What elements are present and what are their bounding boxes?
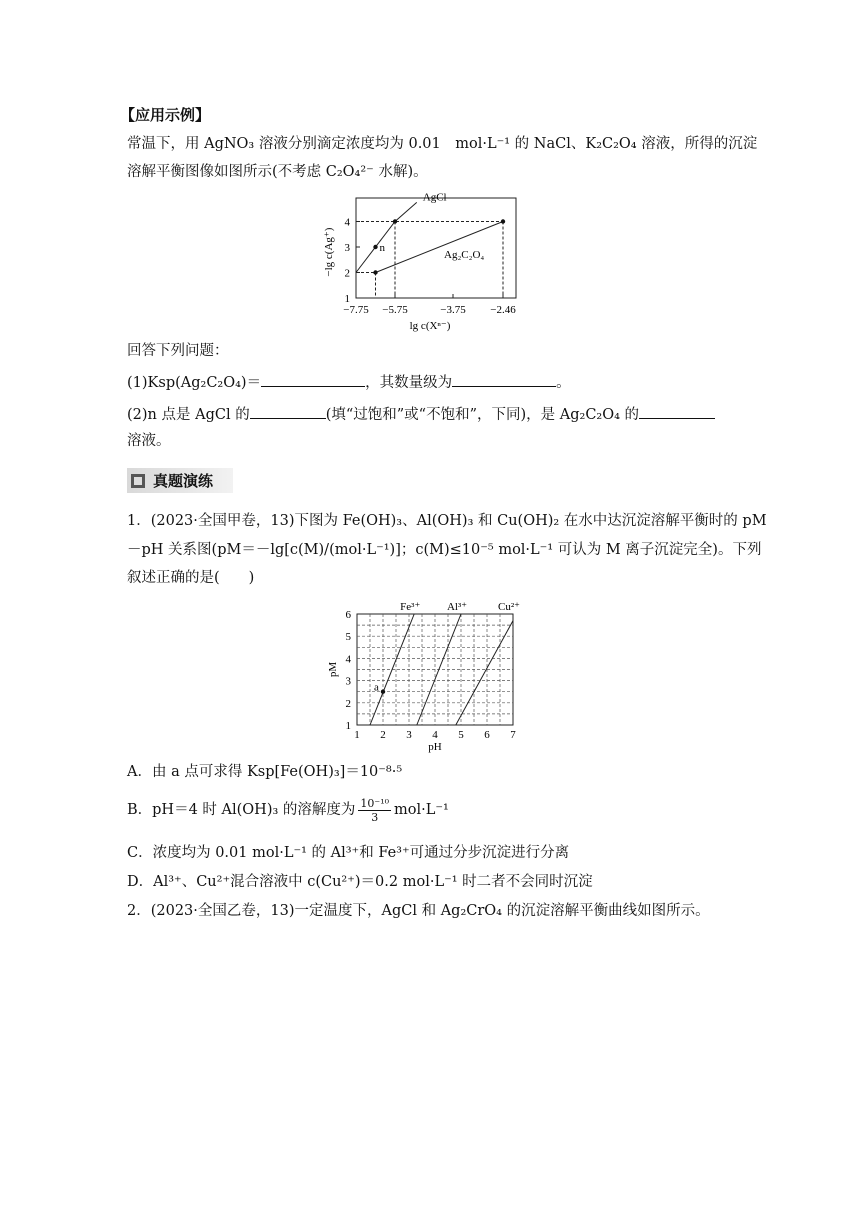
question-2-continued: 溶液。 [127,433,171,449]
x-tick-label: −3.75 [440,304,466,316]
example-text-line-2: 溶解平衡图像如图所示(不考虑 C₂O₄²⁻ 水解)。 [127,164,428,180]
option-b[interactable]: B．pH＝4 时 Al(OH)₃ 的溶解度为 $\frac{\text{10⁻¹⁰}}{3}$ mol·L⁻¹ [127,796,449,824]
solubility-fraction: $\frac{\text{10⁻¹⁰}}{3}$ [360,796,390,824]
data-point [393,219,397,223]
series-label-agcl: AgCl [422,191,447,204]
series-label-1: Al³⁺ [446,601,468,613]
answer-blank-agcl[interactable] [250,404,326,419]
y-tick-label: 4 [345,653,351,666]
x-tick-label: 1 [354,729,360,741]
x-tick-label: 7 [510,729,516,741]
annotation-point-a [381,690,385,694]
agcl-solubility-chart [320,191,520,332]
y-tick-label: 2 [344,267,350,280]
example-ask: 回答下列问题： [127,343,229,359]
series-label-ag2c2o4: Ag₂C₂O₄ [444,249,485,261]
example-heading: 【应用示例】 [120,106,211,124]
option-d[interactable]: D．Al³⁺、Cu²⁺混合溶液中 c(Cu²⁺)＝0.2 mol·L⁻¹ 时二者不会同时沉淀 [127,874,593,890]
x-axis-label: lg c(Xⁿ⁻) [409,320,451,332]
answer-blank-ksp[interactable] [261,372,365,387]
x-tick-label: 5 [458,729,464,741]
y-tick-label: 1 [344,293,350,305]
example-text-line-1: 常温下，用 AgNO₃ 溶液分别滴定浓度均为 0.01 mol·L⁻¹ 的 NaCl、K₂C₂O₄ 溶液，所得的沉淀 [127,136,758,152]
question-1: (1)Ksp(Ag₂C₂O₄)＝ ，其数量级为 。 [127,372,737,393]
y-tick-label: 6 [345,609,351,621]
answer-blank-magnitude[interactable] [452,372,556,387]
problem-1-line-1: 1．(2023·全国甲卷，13)下图为 Fe(OH)₃、Al(OH)₃ 和 Cu(OH)₂ 在水中达沉淀溶解平衡时的 pM [127,513,767,529]
annotation-point-n [373,245,377,249]
problem-1-line-2: －pH 关系图(pM＝－lg[c(M)/(mol·L⁻¹)]；c(M)≤10⁻⁵ mol·L⁻¹ 可认为 M 离子沉淀完全)。下列 [127,542,762,558]
series-line-0 [356,202,417,272]
x-tick-label: 6 [484,729,490,741]
section-square-icon [131,474,145,488]
x-tick-label: 2 [380,729,386,741]
x-tick-label: −2.46 [490,304,516,316]
y-tick-label: 2 [345,697,351,710]
y-axis-label: pM [327,661,339,678]
y-tick-label: 4 [344,216,350,229]
annotation-label-n: n [379,242,385,254]
x-tick-label: −5.75 [382,304,408,316]
x-tick-label: 3 [406,729,412,741]
question-2: (2)n 点是 AgCl 的 (填“过饱和”或“不饱和”，下同)，是 Ag₂C₂O₄ 的 [127,404,737,425]
answer-blank-ag2c2o4[interactable] [639,404,715,419]
y-tick-label: 3 [345,675,351,688]
problem-1-line-3: 叙述正确的是( ) [127,570,255,586]
option-c[interactable]: C．浓度均为 0.01 mol·L⁻¹ 的 Al³⁺和 Fe³⁺可通过分步沉淀进行分离 [127,845,570,861]
x-tick-label: −7.75 [343,304,369,316]
section-title: 真题演练 [127,468,233,493]
y-axis-label: −lg c(Ag⁺) [323,227,335,277]
y-tick-label: 3 [344,242,350,254]
data-point [373,270,377,274]
option-a[interactable]: A．由 a 点可求得 Ksp[Fe(OH)₃]＝10⁻⁸·⁵ [127,764,403,780]
problem-2-line-1: 2．(2023·全国乙卷，13)一定温度下，AgCl 和 Ag₂CrO₄ 的沉淀溶解平衡曲线如图所示。 [127,903,710,919]
x-axis-label: pH [428,741,442,753]
series-label-2: Cu²⁺ [498,601,520,613]
x-tick-label: 4 [432,729,438,741]
y-tick-label: 1 [345,720,351,732]
pm-ph-chart [327,598,527,753]
data-point [501,219,505,223]
y-tick-label: 5 [345,631,351,644]
annotation-label-a: a [374,681,379,694]
series-label-0: Fe³⁺ [400,601,421,613]
